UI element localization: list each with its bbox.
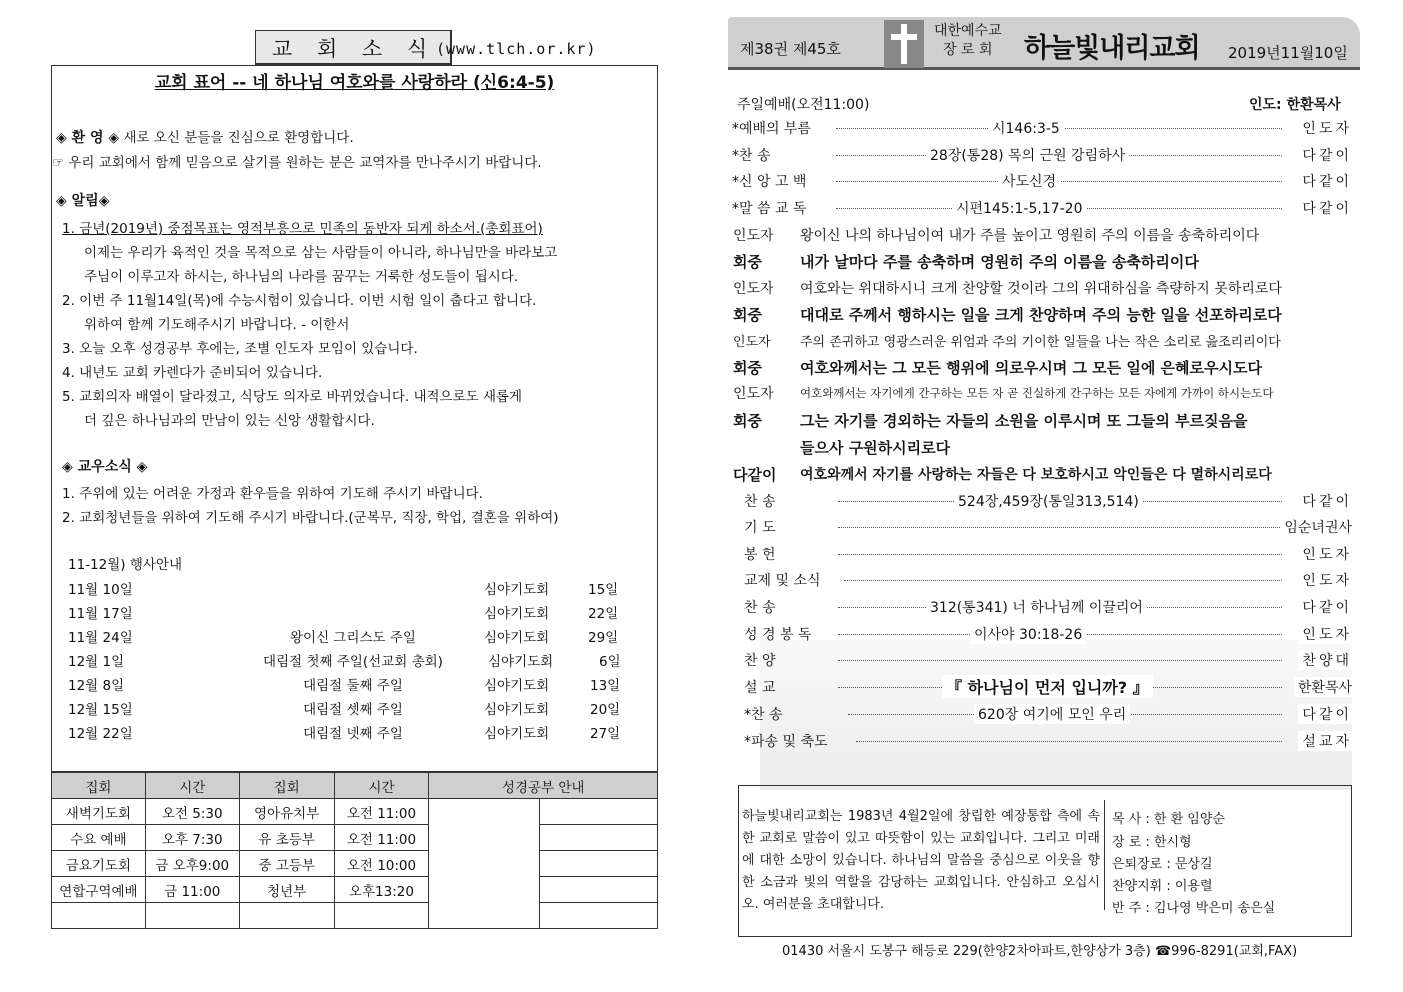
notice-1-cont: 주님이 이루고자 하시는, 하나님의 나라를 꿈꾸는 거룩한 성도들이 됩시다. [84,269,519,285]
event-prayer: 심야기도회 [488,654,554,670]
church-intro: 하늘빛내리교회는 1983년 4월2일에 창립한 예장통합 측에 속한 교회로 말씀이 있고 따뜻함이 있는 교회입니다. 그리고 미래에 대한 소망이 있습니다. 하나님의 말씀을 중심으로 이웃을 향한 소금과 빛의 역할을 감당하는 교회입니다. 안심하고 오십시오. 여러분을 초대합니다. [742,809,1100,912]
table-cell: 금요기도회 [52,851,146,877]
event-prayer: 심야기도회 [484,726,550,742]
reader: 회중 [733,306,762,324]
event-prayer-day: 6일 [599,654,621,670]
table-cell [334,903,429,929]
table-cell [145,903,239,929]
event-name: 대림절 첫째 주일(선교회 총회) [263,654,443,670]
event-row [68,626,648,650]
worship-item-label: 성 경 봉 독 [744,627,812,643]
event-date: 12월 22일 [68,726,133,742]
reader: 회중 [733,253,762,271]
worship-item [744,620,1352,646]
schedule-header: 시간 [334,773,429,799]
notice-3: 3. 오늘 오후 성경공부 후에는, 조별 인도자 모임이 있습니다. [62,341,418,357]
event-prayer: 심야기도회 [484,702,550,718]
notice-5-cont: 더 깊은 하나님과의 만남이 있는 신앙 생활합시다. [84,413,375,429]
notice-4: 4. 내년도 교회 카렌다가 준비되어 있습니다. [62,365,323,381]
reading-text: 그는 자기를 경외하는 자들의 소원을 이루시며 또 그들의 부르짖음을 [800,412,1248,430]
welcome-text: 새로 오신 분들을 진심으로 환영합니다. [123,130,354,146]
table-row [52,877,658,903]
staff-entry: 반 주 : 김나영 박은미 송은실 [1112,901,1276,916]
divider [1104,800,1105,910]
event-date: 12월 1일 [68,654,125,670]
sermon-title: 『 하나님이 먼저 입니까? 』 [942,675,1153,698]
worship-item-content: 28장(통28) 목의 근원 강림하사 [926,145,1129,165]
events-heading: 11-12월) 행사안내 [68,557,182,573]
table-cell: 오후13:20 [334,877,429,903]
table-row [52,903,658,929]
event-date: 11월 10일 [68,582,133,598]
reading-text: 왕이신 나의 하나님이여 내가 주를 높이고 영원히 주의 이름을 송축하리이다 [800,228,1260,244]
staff-entry: 목 사 : 한 환 임양순 [1112,812,1225,827]
table-cell: 금 오후9:00 [145,851,239,877]
welcome-heading: ◈ 환 영 ◈ [56,130,120,146]
table-cell: 연합구역예배 [52,877,146,903]
service-title: 주일예배(오전11:00) [737,97,870,113]
staff-entry: 장 로 : 한시형 [1112,835,1192,850]
event-prayer-day: 13일 [590,678,621,694]
reading-text: 대대로 주께서 행하시는 일을 크게 찬양하며 주의 능한 일을 선포하리로다 [800,306,1282,324]
table-cell [540,877,658,903]
worship-item [732,141,1352,167]
worship-item [744,700,1352,726]
worship-item-person: 임순녀권사 [1280,517,1352,537]
event-date: 11월 17일 [68,606,133,622]
worship-item [732,114,1352,140]
table-cell [540,825,658,851]
table-cell [239,903,334,929]
worship-item [744,673,1352,699]
table-cell: 오전 5:30 [145,799,239,825]
reader: 인도자 [733,281,774,297]
notice-1: 1. 금년(2019년) 중점목표는 영적부흥으로 민족의 동반자 되게 하소서.(총회표어) [62,221,543,237]
reader: 인도자 [733,228,774,244]
event-row [68,602,648,626]
event-row [68,650,648,674]
event-prayer: 심야기도회 [484,606,550,622]
event-name: 왕이신 그리스도 주일 [290,630,416,646]
worship-item-content: 524장,459장(통일313,514) [954,491,1143,511]
worship-item [732,167,1352,193]
worship-item-label: *예배의 부름 [732,121,812,137]
worship-item-content: 시편145:1-5,17-20 [952,198,1086,218]
worship-item-content: 시146:3-5 [988,118,1064,138]
schedule-header: 집회 [52,773,146,799]
church-address: 01430 서울시 도봉구 해등로 229(한양2차아파트,한양상가 3층) ☎996-8291(교회,FAX) [782,944,1298,959]
worship-item-label: *찬 송 [732,148,771,164]
table-row [52,799,658,825]
notice-heading: ◈ 알림◈ [56,193,110,209]
welcome-line: ☞ 우리 교회에서 함께 믿음으로 살기를 원하는 분은 교역자를 만나주시기 바랍니다. [52,155,542,171]
table-cell: 오전 11:00 [334,799,429,825]
worship-item-label: 찬 송 [744,494,776,510]
reader: 회중 [733,359,762,377]
table-cell: 영아유치부 [239,799,334,825]
worship-item [744,513,1352,539]
church-name: 하늘빛내리교회 [1024,33,1200,64]
worship-item-person: 다같이 [1298,491,1352,511]
website-url[interactable]: (www.tlch.or.kr) [436,40,597,58]
worship-item [732,194,1352,220]
notice-2-cont: 위하여 함께 기도해주시기 바랍니다. - 이한서 [84,317,350,333]
table-row [52,851,658,877]
event-row [68,674,648,698]
worship-item-label: *말 씀 교 독 [732,201,807,217]
event-row [68,578,648,602]
denomination-line: 대한예수교 [934,23,1002,39]
worship-item-person: 인도자 [1298,624,1352,644]
worship-item-person: 다같이 [1298,597,1352,617]
staff-entry: 은퇴장로 : 문상길 [1112,857,1213,872]
worship-item-person: 인도자 [1298,118,1352,138]
schedule-header: 시간 [145,773,239,799]
table-cell: 오전 11:00 [334,825,429,851]
worship-item-person: 다같이 [1298,145,1352,165]
worship-item-person: 한환목사 [1294,677,1352,697]
volume-number: 제38권 제45호 [740,40,841,58]
event-prayer-day: 15일 [588,582,619,598]
worship-item-content: 사도신경 [998,171,1060,191]
worship-item-label: 봉 헌 [744,547,776,563]
bulletin-date: 2019년11월10일 [1228,44,1348,62]
reading-text: 여호와께서는 자기에게 간구하는 모든 자 곧 진실하게 간구하는 모든 자에게 가까이 하시는도다 [800,386,1274,400]
worship-item [744,593,1352,619]
reader: 인도자 [733,335,771,350]
worship-item-person: 찬양대 [1298,650,1352,670]
worship-item-person: 설교자 [1298,731,1352,751]
cross-logo-icon [884,20,924,68]
table-cell [540,903,658,929]
worship-item-label: 찬 송 [744,600,776,616]
denomination-line: 장 로 회 [943,42,993,58]
reading-text: 여호와께서는 그 모든 행위에 의로우시며 그 모든 일에 은혜로우시도다 [800,359,1262,377]
table-cell: 청년부 [239,877,334,903]
news-title: 교 회 소 식 [255,30,452,66]
worship-item-person: 다같이 [1298,198,1352,218]
table-cell: 수요 예배 [52,825,146,851]
event-date: 11월 24일 [68,630,133,646]
reader: 회중 [733,412,762,430]
service-leader: 인도: 한환목사 [1249,97,1341,113]
table-cell: 유 초등부 [239,825,334,851]
table-cell: 중 고등부 [239,851,334,877]
worship-item-label: 기 도 [744,520,776,536]
worship-item-person: 인도자 [1298,544,1352,564]
schedule-header: 성경공부 안내 [429,773,658,799]
table-cell: 오전 10:00 [334,851,429,877]
table-cell: 새벽기도회 [52,799,146,825]
notice-5: 5. 교회의자 배열이 달라졌고, 식당도 의자로 바뀌었습니다. 내적으로도 새롭게 [62,389,523,405]
event-prayer-day: 29일 [588,630,619,646]
members-news-heading: ◈ 교우소식 ◈ [62,459,148,475]
worship-item-person: 다같이 [1298,704,1352,724]
worship-item-label: 찬 양 [744,653,776,669]
table-cell: 금 11:00 [145,877,239,903]
staff-entry: 찬양지휘 : 이용렬 [1112,879,1213,894]
worship-item-content: 312(통341) 너 하나님께 이끌리어 [926,597,1147,617]
worship-item-content: 620장 여기에 모인 우리 [974,704,1130,724]
worship-item-label: 설 교 [744,680,776,696]
table-cell [540,851,658,877]
worship-item-label: *신 앙 고 백 [732,174,807,190]
event-name: 대림절 넷째 주일 [303,726,403,742]
event-date: 12월 8일 [68,678,125,694]
worship-item [744,646,1352,672]
worship-item-label: *파송 및 축도 [744,734,828,750]
denomination [934,22,1002,60]
reading-text: 내가 날마다 주를 송축하며 영원히 주의 이름을 송축하리이다 [800,253,1199,271]
members-news-2: 2. 교회청년들을 위하여 기도해 주시기 바랍니다.(군복무, 직장, 학업, 결혼을 위하여) [62,510,559,526]
schedule-table [51,772,658,929]
worship-item-person: 다같이 [1298,171,1352,191]
table-cell: 오후 7:30 [145,825,239,851]
event-date: 12월 15일 [68,702,133,718]
table-cell [429,799,540,929]
schedule-header: 집회 [239,773,334,799]
notice-2: 2. 이번 주 11월14일(목)에 수능시험이 있습니다. 이번 시험 일이 춥다고 합니다. [62,293,537,309]
event-prayer-day: 20일 [590,702,621,718]
event-prayer: 심야기도회 [484,630,550,646]
schedule-header-row [52,773,658,799]
worship-item [744,566,1352,592]
header-underline [728,67,1360,70]
worship-item-person: 인도자 [1298,570,1352,590]
event-prayer: 심야기도회 [484,582,550,598]
table-cell [540,799,658,825]
reader: 인도자 [733,386,774,402]
reading-text: 여호와께서 자기를 사랑하는 자들은 다 보호하시고 악인들은 다 멸하시리로다 [800,467,1272,483]
table-cell [52,903,146,929]
event-row [68,722,648,746]
reading-text: 여호와는 위대하시니 크게 찬양할 것이라 그의 위대하심을 측량하지 못하리로다 [800,281,1282,297]
event-row [68,698,648,722]
church-motto: 교회 표어 -- 네 하나님 여호와를 사랑하라 (신6:4-5) [154,73,555,93]
event-prayer: 심야기도회 [484,678,550,694]
news-box [51,65,658,772]
event-prayer-day: 22일 [588,606,619,622]
table-row [52,825,658,851]
worship-item [744,727,1352,753]
worship-item-label: *찬 송 [744,707,783,723]
notice-1-cont: 이제는 우리가 육적인 것을 목적으로 삼는 사람들이 아니라, 하나님만을 바라보고 [84,245,558,261]
reading-text: 주의 존귀하고 영광스러운 위엄과 주의 기이한 일들을 나는 작은 소리로 읊조리리이다 [800,335,1281,350]
members-news-1: 1. 주위에 있는 어려운 가정과 환우들을 위하여 기도해 주시기 바랍니다. [62,486,483,502]
worship-item [744,487,1352,513]
reader: 다같이 [733,466,777,484]
worship-item-label: 교제 및 소식 [744,573,821,589]
event-prayer-day: 27일 [590,726,621,742]
worship-item-content: 이사야 30:18-26 [970,624,1086,644]
reading-text: 들으사 구원하시리로다 [800,439,951,457]
event-name: 대림절 셋째 주일 [303,702,403,718]
worship-item [744,540,1352,566]
event-name: 대림절 둘째 주일 [303,678,403,694]
